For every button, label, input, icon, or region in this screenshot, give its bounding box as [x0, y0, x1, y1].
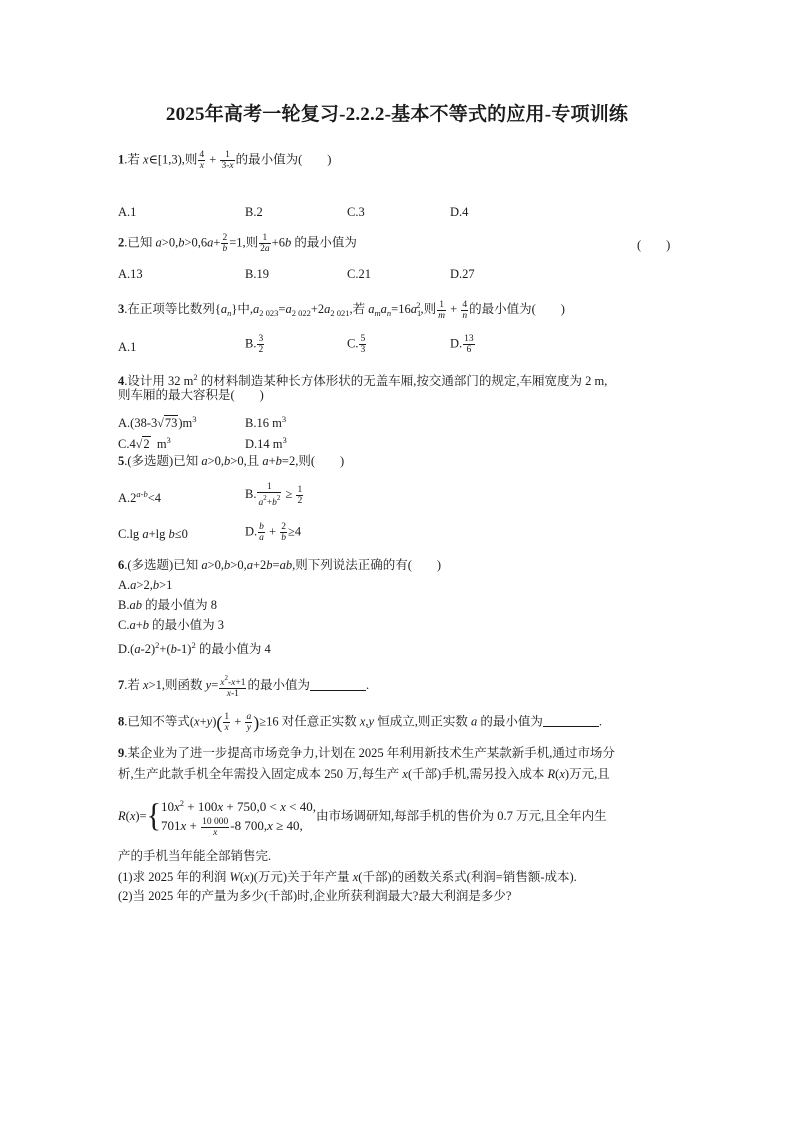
q6-option-b: B.ab 的最小值为 8	[118, 598, 217, 612]
question-number: 1	[118, 152, 125, 167]
q4-option-b: B.16 $m^3$	[245, 414, 287, 430]
question-9-line1: 9.某企业为了进一步提高市场竞争力,计划在 2025 年利用新技术生产某款新手机,通过市场分	[118, 746, 615, 760]
q5-option-c: C.lg a+lg b≤0	[118, 527, 188, 541]
question-5-stem: 5.(多选题)已知 a>0,b>0,且 a+b=2,则( )	[118, 454, 345, 468]
q4-option-a: $A.(38-3√73)m^3$	[118, 414, 197, 430]
question-9-sub2: (2)当 2025 年的产量为多少(千部)时,企业所获利润最大?最大利润是多少?	[118, 889, 512, 903]
q6-option-d: $D.(a-2)^2+(b-1)^2$ 的最小值为 4	[118, 640, 271, 656]
q2-option-a: A.13	[118, 267, 143, 281]
q4-option-d: D.14 $m^3$	[245, 435, 287, 451]
q2-option-c: C.21	[347, 267, 371, 281]
q2-option-b: B.19	[245, 267, 269, 281]
page-title: 2025年高考一轮复习-2.2.2-基本不等式的应用-专项训练	[165, 104, 629, 125]
q4-option-c: C.4√2 $m^3$	[118, 435, 171, 451]
question-8-stem: 8.已知不等式(x+y)( $\frac{1}{x}$ + $\frac{a}{y}$ )≥16 对任意正实数 x,y 恒成立,则正实数 a 的最小值为 .	[118, 712, 602, 733]
q3-option-b: B. $\frac{3}{2}$	[245, 334, 264, 355]
question-1-stem: 1.若 x∈[1,3),则 $\frac{4}{x}$ + $\frac{1}{3-x}$ 的最小值为( )	[118, 150, 332, 171]
q8-answer-blank[interactable]	[543, 714, 599, 727]
q3-option-c: C. $\frac{5}{3}$	[347, 334, 366, 355]
question-7-stem: 7.若 x>1,则函数 y= $\frac{x^2-x+1}{x-1}$ 的最小值为 .	[118, 674, 370, 699]
q3-option-a: A.1	[118, 340, 137, 354]
question-2-stem: 2.已知 a>0,b>0,6a+ $\frac{2}{b}$ =1,则 $\frac{1}{2a}$ +6b 的最小值为	[118, 233, 357, 254]
q5-option-b: B. $\frac{1}{a^2+b^2}$ ≥ $\frac{1}{2}$	[245, 482, 303, 508]
q2-option-d: D.27	[450, 267, 475, 281]
q5-option-a: $A.2^{a-b}<4$	[118, 489, 162, 505]
question-9-line4: 产的手机当年能全部销售完.	[118, 849, 272, 863]
q9-after-piecewise: 由市场调研知,每部手机的售价为 0.7 万元,且全年内生	[315, 808, 607, 823]
q2-answer-paren: ( )	[637, 238, 671, 252]
q1-option-b: B.2	[245, 205, 263, 219]
question-3-stem: 3.在正项等比数列$\{a_n\}$中$,a_{2 023}=a_{2 022}+2a_{2 021}$,若 $a_ma_n=16a_1^2$,则 $\frac{1}{m}$ + $\frac{4}{n}$ 的最小值为( )	[118, 299, 565, 321]
q1-option-a: A.1	[118, 205, 137, 219]
q3-option-d: D. $\frac{13}{6}$	[450, 334, 474, 355]
q6-option-a: A.a>2,b>1	[118, 578, 173, 592]
q7-answer-blank[interactable]	[310, 678, 366, 691]
question-9-line2: 析,生产此款手机全年需投入固定成本 250 万,每生产 x(千部)手机,需另投入成本 R(x)万元,且	[118, 767, 610, 781]
question-9-sub1: (1)求 2025 年的利润 W(x)(万元)关于年产量 x(千部)的函数关系式(利润=销售额-成本).	[118, 870, 577, 884]
question-4-stem-line2: 则车厢的最大容积是( )	[118, 388, 264, 402]
question-9-piecewise: R(x)={ $10x^2 + 100x + 750,0 < x < 40$, 701x + $\frac{10 000}{x}$ -8 700,x ≥ 40, 由市场调研知,每部手机的售价为 0.7 万元,且全年内生	[118, 797, 607, 838]
q6-option-c: C.a+b 的最小值为 3	[118, 618, 225, 632]
question-4-stem-line1: 4.设计用 32 $m^2$ 的材料制造某种长方体形状的无盖车厢,按交通部门的规定,车厢宽度为 2 m,	[118, 372, 608, 388]
q1-option-d: D.4	[450, 205, 469, 219]
q5-option-d: D. $\frac{b}{a}$ + $\frac{2}{b}$ ≥4	[245, 522, 302, 543]
q1-option-c: C.3	[347, 205, 365, 219]
question-6-stem: 6.(多选题)已知 a>0,b>0,a+2b=ab,则下列说法正确的有( )	[118, 558, 442, 572]
